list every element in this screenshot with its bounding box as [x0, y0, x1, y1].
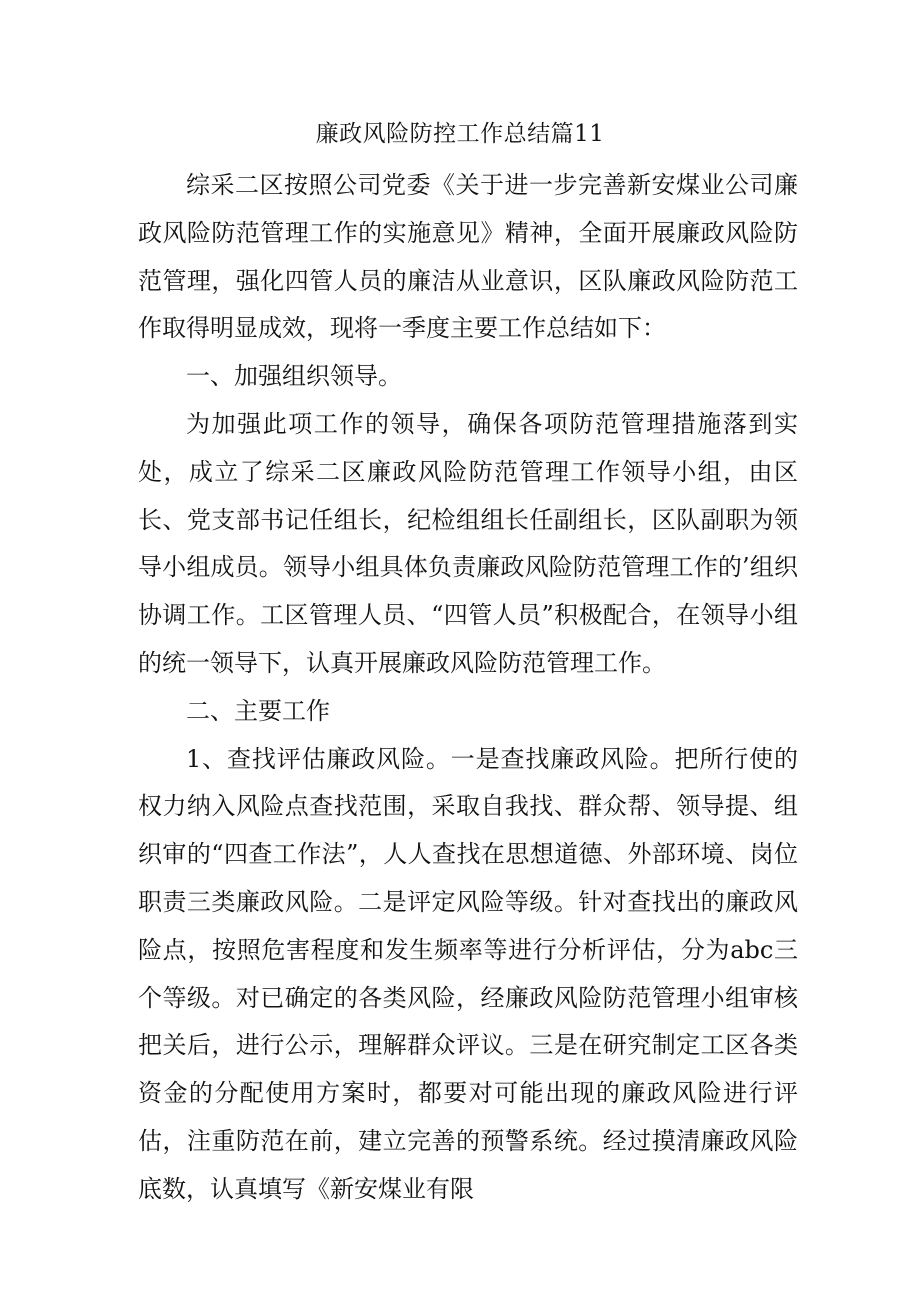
document-title: 廉政风险防控工作总结篇11 — [315, 121, 605, 147]
section-heading-2: 二、主要工作 — [186, 696, 330, 725]
section-heading-1: 一、加强组织领导。 — [186, 362, 402, 391]
paragraph-main-work: 1、查找评估廉政风险。一是查找廉政风险。把所行使的权力纳入风险点查找范围，采取自我找、群众帮、领导提、组织审的“四查工作法”，人人查找在思想道德、外部环境、岗位职责三类廉政风险。二是评定风险等级。针对查找出的廉政风险点，按照危害程度和发生频率等进行分析评估，分为abc三个等级。对已确定的各类风险，经廉政风险防范管理小组审核把关后，进行公示，理解群众评议。三是在研究制定工区各类资金的分配使用方案时，都要对可能出现的廉政风险进行评估，注重防范在前，建立完善的预警系统。经过摸清廉政风险底数，认真填写《新安煤业有限 — [138, 744, 798, 1203]
document-body — [138, 162, 798, 1214]
paragraph-organization: 为加强此项工作的领导，确保各项防范管理措施落到实处，成立了综采二区廉政风险防范管理工作领导小组，由区长、党支部书记任组长，纪检组组长任副组长，区队副职为领导小组成员。领导小组具体负责廉政风险防范管理工作的’组织协调工作。工区管理人员、“四管人员”积极配合，在领导小组的统一领导下，认真开展廉政风险防范管理工作。 — [138, 409, 798, 677]
paragraph-intro: 综采二区按照公司党委《关于进一步完善新安煤业公司廉政风险防范管理工作的实施意见》精神，全面开展廉政风险防范管理，强化四管人员的廉洁从业意识，区队廉政风险防范工作取得明显成效，现将一季度主要工作总结如下： — [138, 171, 798, 343]
